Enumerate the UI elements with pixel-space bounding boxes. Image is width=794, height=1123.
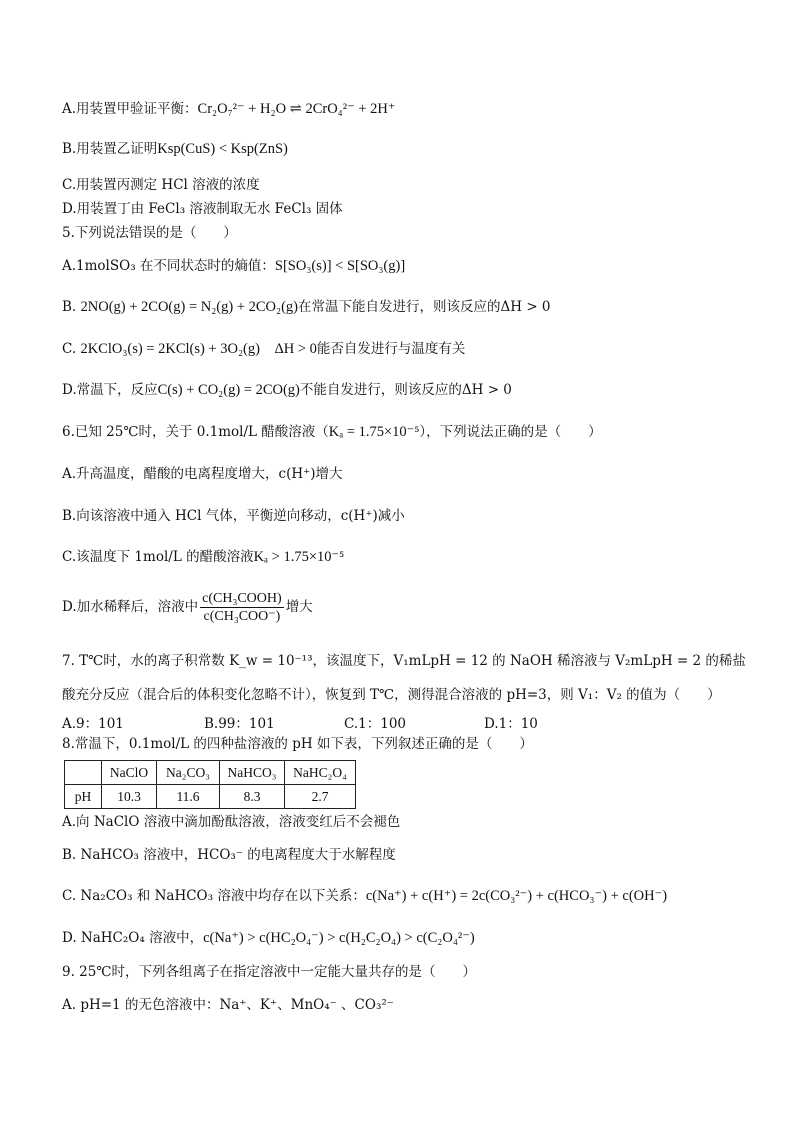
q6-option-d: D.加水稀释后，溶液中 $\frac{\text{c(CH₃COOH)}}{\text{c(CH₃COO⁻)}}$ 增大 xyxy=(62,591,313,624)
q8-option-b: B. NaHCO₃ 溶液中，HCO₃⁻ 的电离程度大于水解程度 xyxy=(62,847,396,863)
table-header-cell: NaClO xyxy=(102,761,157,785)
q4-option-c: C.用装置丙测定 HCl 溶液的浓度 xyxy=(62,177,260,193)
q9-stem: 9. 25℃时，下列各组离子在指定溶液中一定能大量共存的是（ ） xyxy=(62,964,476,980)
q5-option-d: D.常温下，反应C(s) + CO₂(g) = 2CO(g)不能自发进行，则该反应的ΔH > 0 xyxy=(62,382,512,398)
table-header-cell: NaHCO₃ xyxy=(220,761,285,785)
ph-table-header-row xyxy=(65,761,356,785)
q5-option-c: C. 2KClO₃(s) = 2KCl(s) + 3O₂(g) ΔH > 0能否自发进行与温度有关 xyxy=(62,341,466,357)
q5-stem: 5.下列说法错误的是（ ） xyxy=(62,225,237,241)
table-header-cell xyxy=(65,761,102,785)
table-cell: 2.7 xyxy=(285,785,356,809)
q8-option-d: D. NaHC₂O₄ 溶液中，c(Na⁺) > c(HC₂O₄⁻) > c(H₂C₂O₄) > c(C₂O₄²⁻) xyxy=(62,930,475,946)
q5-option-a: A.1molSO₃ 在不同状态时的熵值：S[SO₃(s)] < S[SO₃(g)] xyxy=(62,258,406,274)
q8-option-c: C. Na₂CO₃ 和 NaHCO₃ 溶液中均存在以下关系：c(Na⁺) + c(H⁺) = 2c(CO₃²⁻) + c(HCO₃⁻) + c(OH⁻) xyxy=(62,888,668,904)
q7-option-b: B.99：101 xyxy=(204,716,275,732)
q4-option-b: B.用装置乙证明Ksp(CuS) < Ksp(ZnS) xyxy=(62,141,288,157)
table-row-label: pH xyxy=(65,785,102,809)
q6-fraction: $\frac{\text{c(CH₃COOH)}}{\text{c(CH₃COO⁻)}}$ xyxy=(202,591,282,624)
q6-stem: 6.已知 25℃时，关于 0.1mol/L 醋酸溶液（Kₐ = 1.75×10⁻⁵），下列说法正确的是（ ） xyxy=(62,424,602,440)
table-header-cell: Na₂CO₃ xyxy=(157,761,220,785)
q7-option-a: A.9：101 xyxy=(62,716,124,732)
q6-option-c: C.该温度下 1mol/L 的醋酸溶液Kₐ > 1.75×10⁻⁵ xyxy=(62,549,345,565)
q7-stem-line1: 7. T℃时，水的离子积常数 K_w = 10⁻¹³，该温度下，V₁mLpH = 12 的 NaOH 稀溶液与 V₂mLpH = 2 的稀盐 xyxy=(62,653,746,669)
q4-option-d: D.用装置丁由 FeCl₃ 溶液制取无水 FeCl₃ 固体 xyxy=(62,201,343,217)
q8-option-a: A.向 NaClO 溶液中滴加酚酞溶液，溶液变红后不会褪色 xyxy=(62,814,401,830)
table-cell: 8.3 xyxy=(220,785,285,809)
q5-option-b: B. 2NO(g) + 2CO(g) = N₂(g) + 2CO₂(g)在常温下能自发进行，则该反应的ΔH > 0 xyxy=(62,299,551,315)
table-cell: 10.3 xyxy=(102,785,157,809)
q9-option-a: A. pH=1 的无色溶液中：Na⁺、K⁺、MnO₄⁻ 、CO₃²⁻ xyxy=(62,997,394,1013)
q4-option-a: A.用装置甲验证平衡：Cr₂O₇²⁻ + H₂O ⇌ 2CrO₄²⁻ + 2H⁺ xyxy=(62,101,396,117)
q6-option-b: B.向该溶液中通入 HCl 气体，平衡逆向移动，c(H⁺)减小 xyxy=(62,508,405,524)
ph-table-value-row xyxy=(65,785,356,809)
q7-option-c: C.1：100 xyxy=(344,716,406,732)
table-header-cell: NaHC₂O₄ xyxy=(285,761,356,785)
table-cell: 11.6 xyxy=(157,785,220,809)
q7-stem-line2: 酸充分反应（混合后的体积变化忽略不计），恢复到 T℃，测得混合溶液的 pH=3，则 V₁：V₂ 的值为（ ） xyxy=(62,687,721,703)
q6-option-a: A.升高温度，醋酸的电离程度增大，c(H⁺)增大 xyxy=(62,466,343,482)
q8-stem: 8.常温下，0.1mol/L 的四种盐溶液的 pH 如下表，下列叙述正确的是（ ） xyxy=(62,736,533,752)
ph-table xyxy=(64,760,356,809)
q7-option-d: D.1：10 xyxy=(484,716,538,732)
